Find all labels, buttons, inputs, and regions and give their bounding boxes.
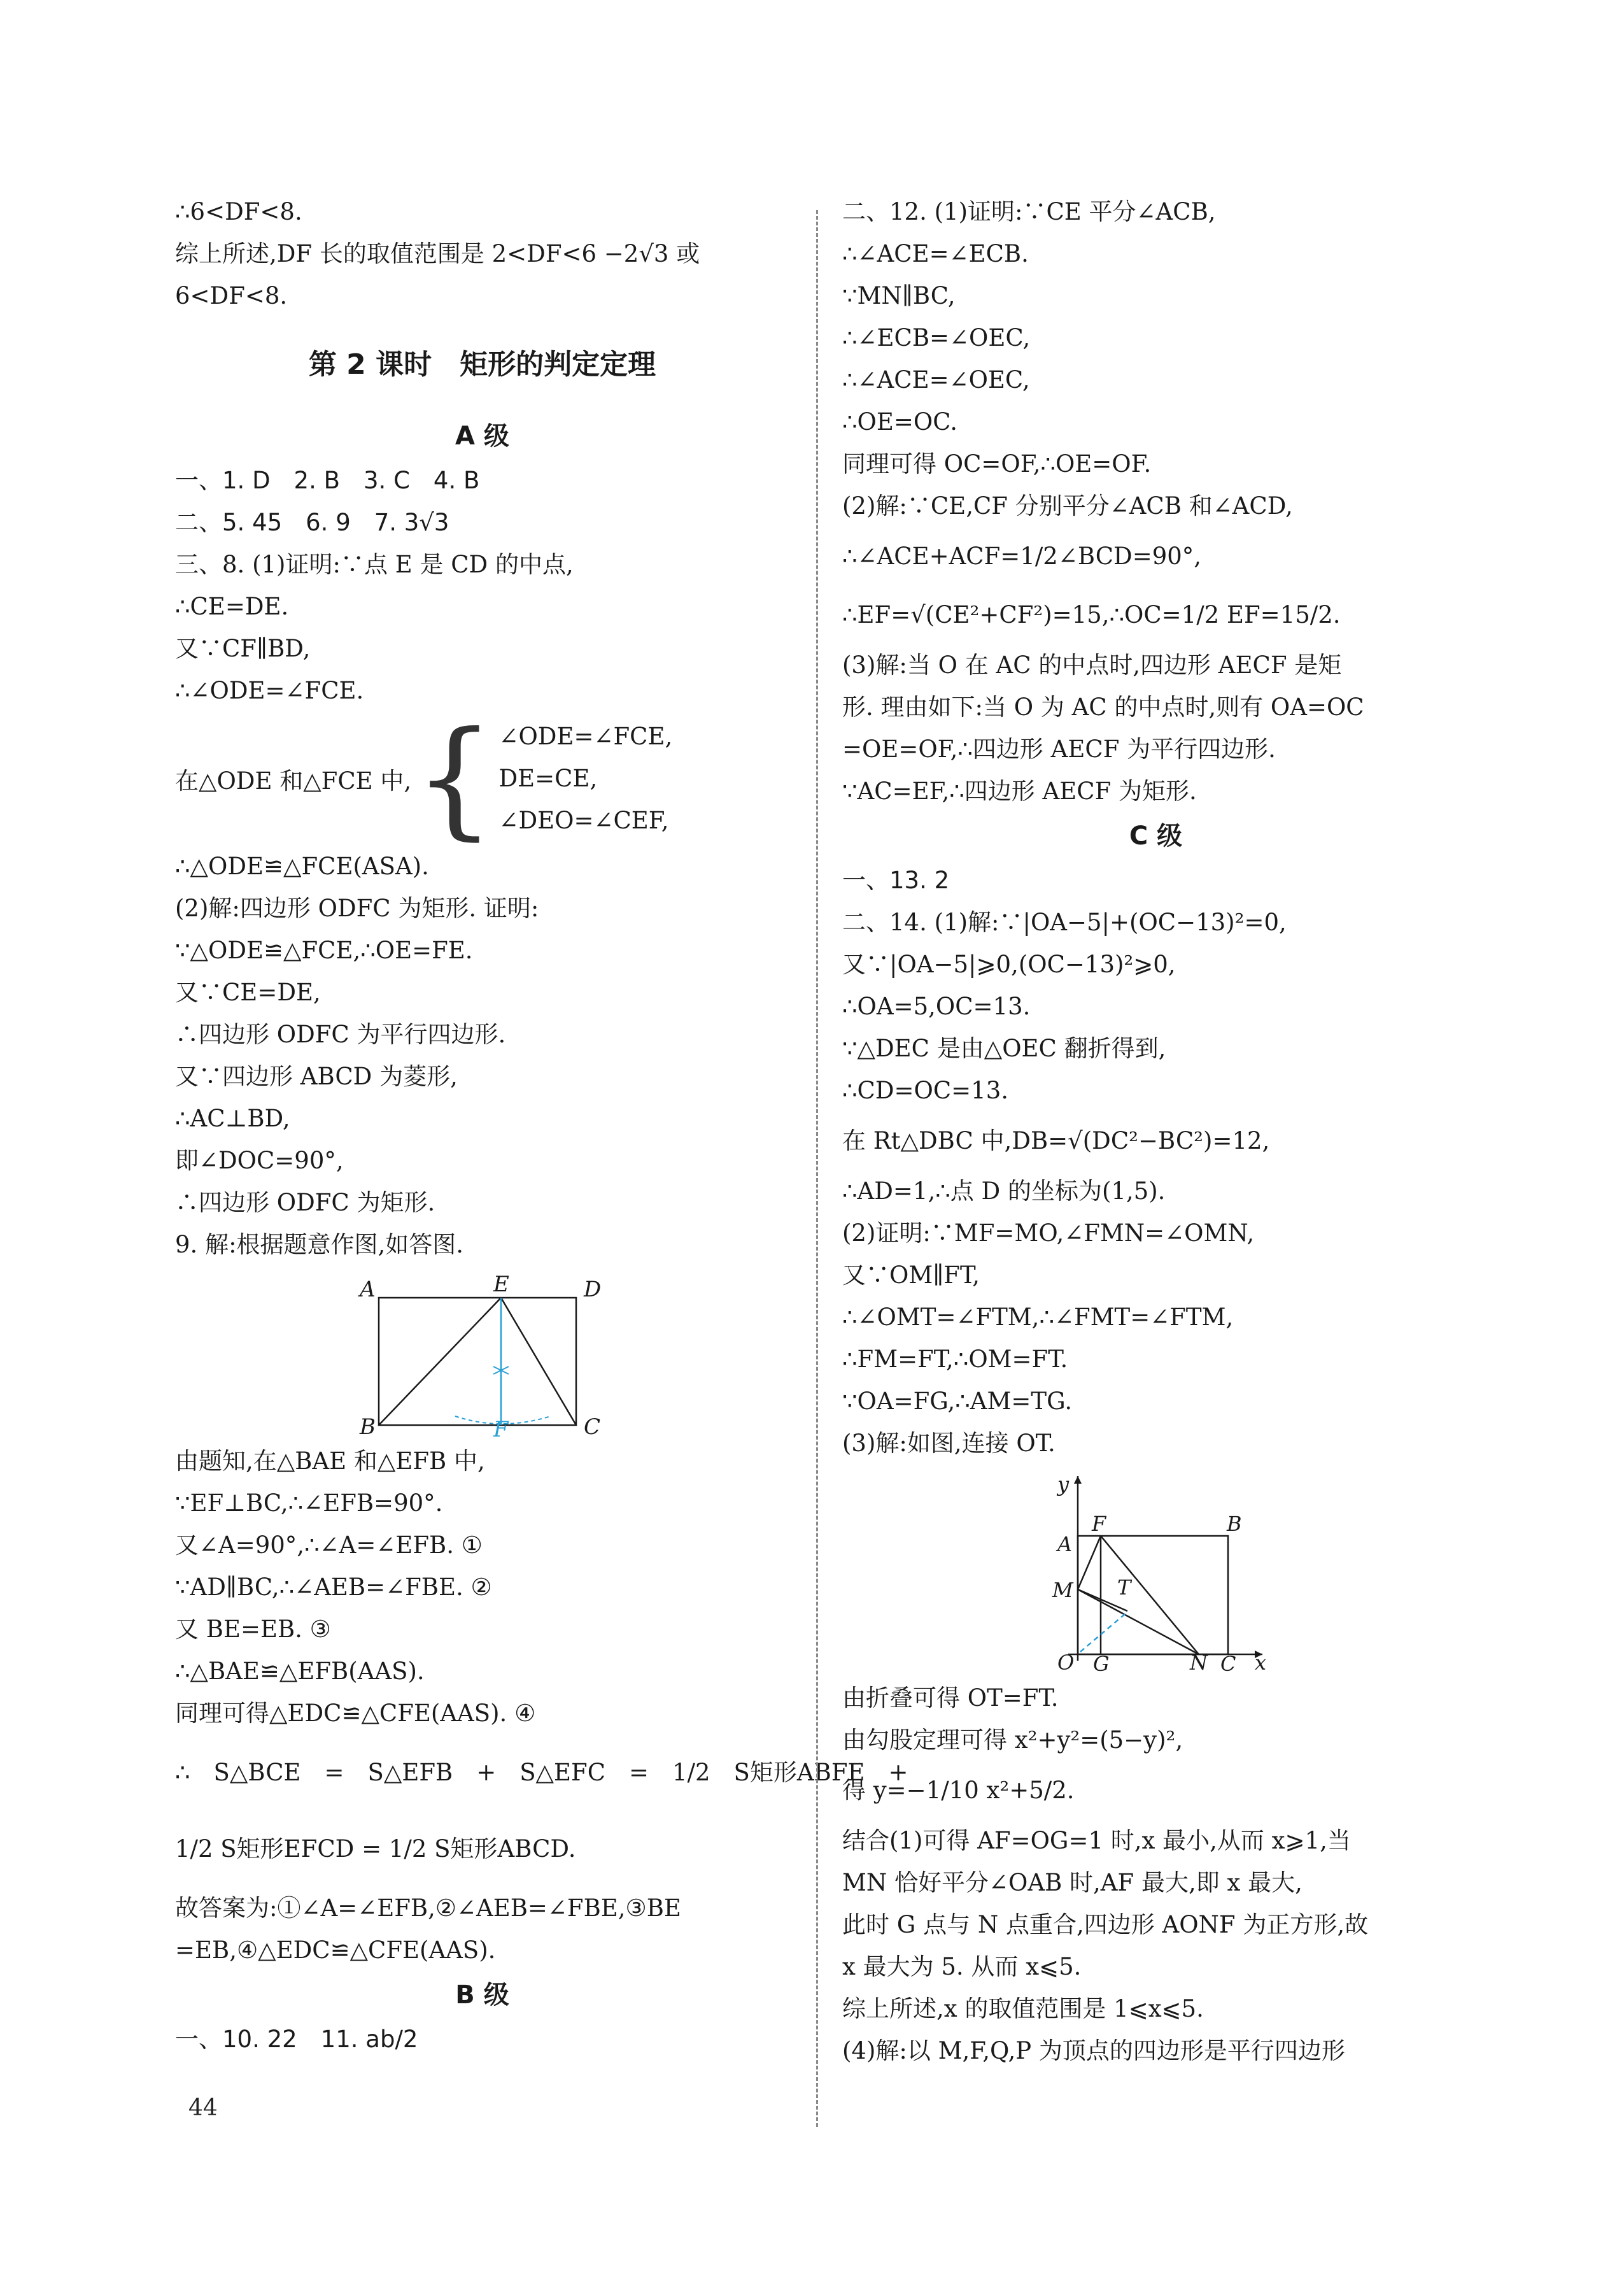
text-line: 在 Rt△DBC 中,DB=√(DC²−BC²)=12, <box>842 1127 1270 1154</box>
text-line: ∴四边形 ODFC 为平行四边形. <box>175 1021 506 1048</box>
text-line: ∴∠ACE=∠ECB. <box>842 240 1029 267</box>
text-line: 二、14. (1)解:∵|OA−5|+(OC−13)²=0, <box>842 909 1287 936</box>
brace-symbol: { <box>414 704 495 853</box>
answer-line: 一、1. D 2. B 3. C 4. B <box>175 467 480 494</box>
text-line: 又∵OM∥FT, <box>842 1261 980 1289</box>
axis-label-y: y <box>1057 1472 1070 1496</box>
label-b: B <box>360 1414 376 1437</box>
text-line: 三、8. (1)证明:∵点 E 是 CD 的中点, <box>175 551 574 578</box>
label-m: M <box>1052 1578 1073 1602</box>
text-line: (2)解:∵CE,CF 分别平分∠ACB 和∠ACD, <box>842 492 1293 520</box>
system-condition: ∠ODE=∠FCE, <box>498 723 673 750</box>
text-line: ∴AC⊥BD, <box>175 1105 290 1132</box>
label-d: D <box>584 1277 602 1302</box>
text-line: 6<DF<8. <box>175 282 288 309</box>
level-b-heading: B 级 <box>455 1980 509 2010</box>
text-line: ∵AC=EF,∴四边形 AECF 为矩形. <box>842 777 1197 805</box>
text-line: ∴∠OMT=∠FTM,∴∠FMT=∠FTM, <box>842 1303 1234 1331</box>
text-line: ∴CD=OC=13. <box>842 1077 1009 1104</box>
text-line: 此时 G 点与 N 点重合,四边形 AONF 为正方形,故 <box>842 1911 1369 1938</box>
text-line: 综上所述,x 的取值范围是 1⩽x⩽5. <box>842 1995 1204 2022</box>
text-line: ∴CE=DE. <box>175 593 289 620</box>
text-line: ∵EF⊥BC,∴∠EFB=90°. <box>175 1489 443 1517</box>
label-t: T <box>1117 1575 1131 1600</box>
label-o: O <box>1057 1651 1075 1673</box>
text-line: ∴OE=OC. <box>842 408 957 436</box>
text-line: ∴△BAE≌△EFB(AAS). <box>175 1658 425 1685</box>
text-line: 又∵CF∥BD, <box>175 635 311 662</box>
text-line: ∴OA=5,OC=13. <box>842 993 1031 1020</box>
text-line: 又∠A=90°,∴∠A=∠EFB. ① <box>175 1531 483 1559</box>
text-line: (2)证明:∵MF=MO,∠FMN=∠OMN, <box>842 1219 1255 1247</box>
label-c: C <box>1220 1652 1236 1673</box>
text-line: (3)解:当 O 在 AC 的中点时,四边形 AECF 是矩 <box>842 651 1342 679</box>
label-a: A <box>1057 1532 1073 1556</box>
label-f: F <box>493 1417 509 1437</box>
page-number: 44 <box>188 2095 218 2121</box>
text-line: ∴FM=FT,∴OM=FT. <box>842 1345 1068 1373</box>
fraction-line: 得 y=−1/10 x²+5/2. <box>842 1777 1075 1804</box>
answer-line: 一、10. 22 11. ab/2 <box>175 2026 418 2053</box>
text-line: 由折叠可得 OT=FT. <box>842 1684 1059 1712</box>
text-line: ∴∠ODE=∠FCE. <box>175 677 364 704</box>
right-column <box>842 191 1469 2072</box>
rectangle-figure <box>175 1271 789 1437</box>
text-line: ∵△DEC 是由△OEC 翻折得到, <box>842 1035 1166 1062</box>
section-title: 第 2 课时 矩形的判定定理 <box>308 348 656 381</box>
text-line: ∴△ODE≌△FCE(ASA). <box>175 853 429 880</box>
text-line: ∴∠ACE=∠OEC, <box>842 366 1030 394</box>
text-line: ∵△ODE≌△FCE,∴OE=FE. <box>175 937 473 964</box>
text-line: ∵MN∥BC, <box>842 282 956 309</box>
text-line: 故答案为:①∠A=∠EFB,②∠AEB=∠FBE,③BE <box>175 1894 681 1922</box>
text-line: =EB,④△EDC≌△CFE(AAS). <box>175 1936 496 1964</box>
text-line: ∴AD=1,∴点 D 的坐标为(1,5). <box>842 1177 1166 1205</box>
text-line: x 最大为 5. 从而 x⩽5. <box>842 1953 1082 1980</box>
system-prefix: 在△ODE 和△FCE 中, <box>175 767 412 795</box>
text-line: (4)解:以 M,F,Q,P 为顶点的四边形是平行四边形 <box>842 2037 1345 2064</box>
label-n: N <box>1190 1651 1208 1673</box>
text-line: 同理可得△EDC≌△CFE(AAS). ④ <box>175 1700 536 1727</box>
level-c-heading: C 级 <box>1129 821 1183 851</box>
label-f: F <box>1092 1512 1106 1536</box>
level-a-heading: A 级 <box>455 422 509 451</box>
coordinate-figure <box>842 1470 1469 1673</box>
answer-line: 二、5. 45 6. 9 7. 3√3 <box>175 509 449 536</box>
label-g: G <box>1093 1652 1110 1673</box>
text-line: 由题知,在△BAE 和△EFB 中, <box>175 1447 485 1475</box>
fraction-line: ∴EF=√(CE²+CF²)=15,∴OC=1/2 EF=15/2. <box>842 601 1341 628</box>
area-equation-line: ∴ S△BCE = S△EFB + S△EFC = 1/2 S矩形ABFE + <box>175 1759 908 1786</box>
text-line: =OE=OF,∴四边形 AECF 为平行四边形. <box>842 735 1276 763</box>
system-condition: DE=CE, <box>498 765 598 792</box>
text-line: 二、12. (1)证明:∵CE 平分∠ACB, <box>842 198 1216 225</box>
text-line: ∵AD∥BC,∴∠AEB=∠FBE. ② <box>175 1573 492 1601</box>
label-a: A <box>360 1277 376 1302</box>
text-line: ∵OA=FG,∴AM=TG. <box>842 1388 1073 1415</box>
text-line: 综上所述,DF 长的取值范围是 2<DF<6 −2√3 或 <box>175 240 700 267</box>
text-line: (3)解:如图,连接 OT. <box>842 1430 1056 1457</box>
area-equation-line: 1/2 S矩形EFCD = 1/2 S矩形ABCD. <box>175 1835 576 1863</box>
text-line: 即∠DOC=90°, <box>175 1147 344 1174</box>
axis-label-x: x <box>1255 1651 1267 1673</box>
system-condition: ∠DEO=∠CEF, <box>498 807 669 834</box>
text-line: 又∵CE=DE, <box>175 979 321 1006</box>
text-line: 结合(1)可得 AF=OG=1 时,x 最小,从而 x⩾1,当 <box>842 1827 1351 1854</box>
text-line: ∴6<DF<8. <box>175 198 302 225</box>
answer-line: 一、13. 2 <box>842 867 950 894</box>
text-line: ∴∠ECB=∠OEC, <box>842 324 1031 351</box>
system-conditions <box>498 716 672 842</box>
congruence-system <box>175 704 789 853</box>
text-line: 同理可得 OC=OF,∴OE=OF. <box>842 450 1152 478</box>
text-line: 9. 解:根据题意作图,如答图. <box>175 1231 464 1258</box>
text-line: 又 BE=EB. ③ <box>175 1615 331 1643</box>
text-line: 又∵|OA−5|⩾0,(OC−13)²⩾0, <box>842 951 1176 978</box>
text-line: 形. 理由如下:当 O 为 AC 的中点时,则有 OA=OC <box>842 693 1364 721</box>
text-line: MN 恰好平分∠OAB 时,AF 最大,即 x 最大, <box>842 1869 1303 1896</box>
fraction-line: ∴∠ACE+ACF=1/2∠BCD=90°, <box>842 543 1202 570</box>
label-c: C <box>584 1414 601 1437</box>
column-divider <box>816 210 818 2127</box>
text-line: (2)解:四边形 ODFC 为矩形. 证明: <box>175 895 539 922</box>
text-line: 又∵四边形 ABCD 为菱形, <box>175 1063 458 1090</box>
text-line: 由勾股定理可得 x²+y²=(5−y)², <box>842 1726 1183 1754</box>
label-b: B <box>1227 1512 1242 1536</box>
text-line: ∴四边形 ODFC 为矩形. <box>175 1189 435 1216</box>
label-e: E <box>493 1272 509 1297</box>
